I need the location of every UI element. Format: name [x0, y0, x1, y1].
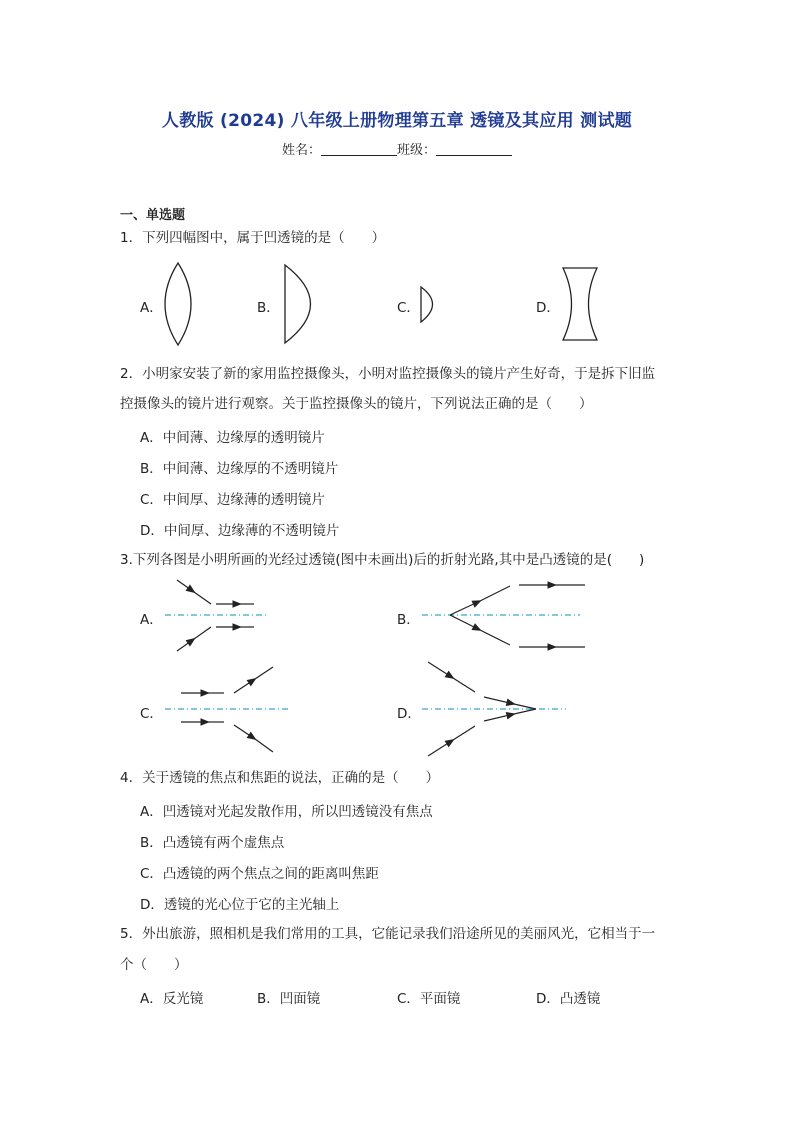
ray-diagram-c: [165, 667, 288, 752]
question-2-stem-line2: 控摄像头的镜片进行观察。关于监控摄像头的镜片，下列说法正确的是（ ）: [120, 396, 593, 412]
q4-option-c[interactable]: C．凸透镜的两个焦点之间的距离叫焦距: [140, 866, 379, 882]
q1-label-d: D．: [536, 300, 560, 316]
q2-option-a[interactable]: A．中间薄、边缘厚的透明镜片: [140, 430, 325, 446]
question-5-stem-line2: 个（ ）: [120, 957, 188, 973]
ray-diagram-a: [165, 580, 268, 651]
q5-option-a[interactable]: A．反光镜: [140, 991, 204, 1007]
question-5-stem-line1: 5．外出旅游，照相机是我们常用的工具，它能记录我们沿途所见的美丽风光，它相当于一: [120, 926, 656, 942]
q4-option-a[interactable]: A．凹透镜对光起发散作用，所以凹透镜没有焦点: [140, 804, 433, 820]
q1-label-b: B．: [257, 300, 280, 316]
name-label: 姓名：: [281, 143, 321, 158]
q3-label-d: D．: [397, 706, 421, 722]
question-1-stem: 1．下列四幅图中，属于凹透镜的是（ ）: [120, 230, 386, 246]
q3-label-a: A．: [140, 612, 163, 628]
q1-label-c: C．: [397, 300, 420, 316]
q3-label-c: C．: [140, 706, 163, 722]
ray-diagram-b: [422, 585, 585, 647]
class-label: 班级：: [397, 143, 437, 158]
q3-label-b: B．: [397, 612, 420, 628]
page-title: 人教版 (2024) 八年级上册物理第五章 透镜及其应用 测试题: [161, 111, 633, 131]
ray-diagram-d: [422, 662, 566, 756]
question-3-stem: 3.下列各图是小明所画的光经过透镜(图中未画出)后的折射光路,其中是凸透镜的是( ): [120, 552, 645, 568]
q1-label-a: A．: [140, 300, 163, 316]
q2-option-b[interactable]: B．中间薄、边缘厚的不透明镜片: [140, 461, 339, 477]
q2-option-d[interactable]: D．中间厚、边缘薄的不透明镜片: [140, 523, 340, 539]
question-2-stem-line1: 2．小明家安装了新的家用监控摄像头，小明对监控摄像头的镜片产生好奇，于是拆下旧监: [120, 366, 656, 382]
q5-option-c[interactable]: C．平面镜: [397, 991, 461, 1007]
q2-option-c[interactable]: C．中间厚、边缘薄的透明镜片: [140, 492, 325, 508]
question-4-stem: 4．关于透镜的焦点和焦距的说法，正确的是（ ）: [120, 770, 440, 786]
q4-option-b[interactable]: B．凸透镜有两个虚焦点: [140, 835, 285, 851]
q4-option-d[interactable]: D．透镜的光心位于它的主光轴上: [140, 897, 340, 913]
q5-option-b[interactable]: B．凹面镜: [257, 991, 321, 1007]
q5-option-d[interactable]: D．凸透镜: [536, 991, 601, 1007]
section-title: 一、单选题: [120, 208, 186, 223]
